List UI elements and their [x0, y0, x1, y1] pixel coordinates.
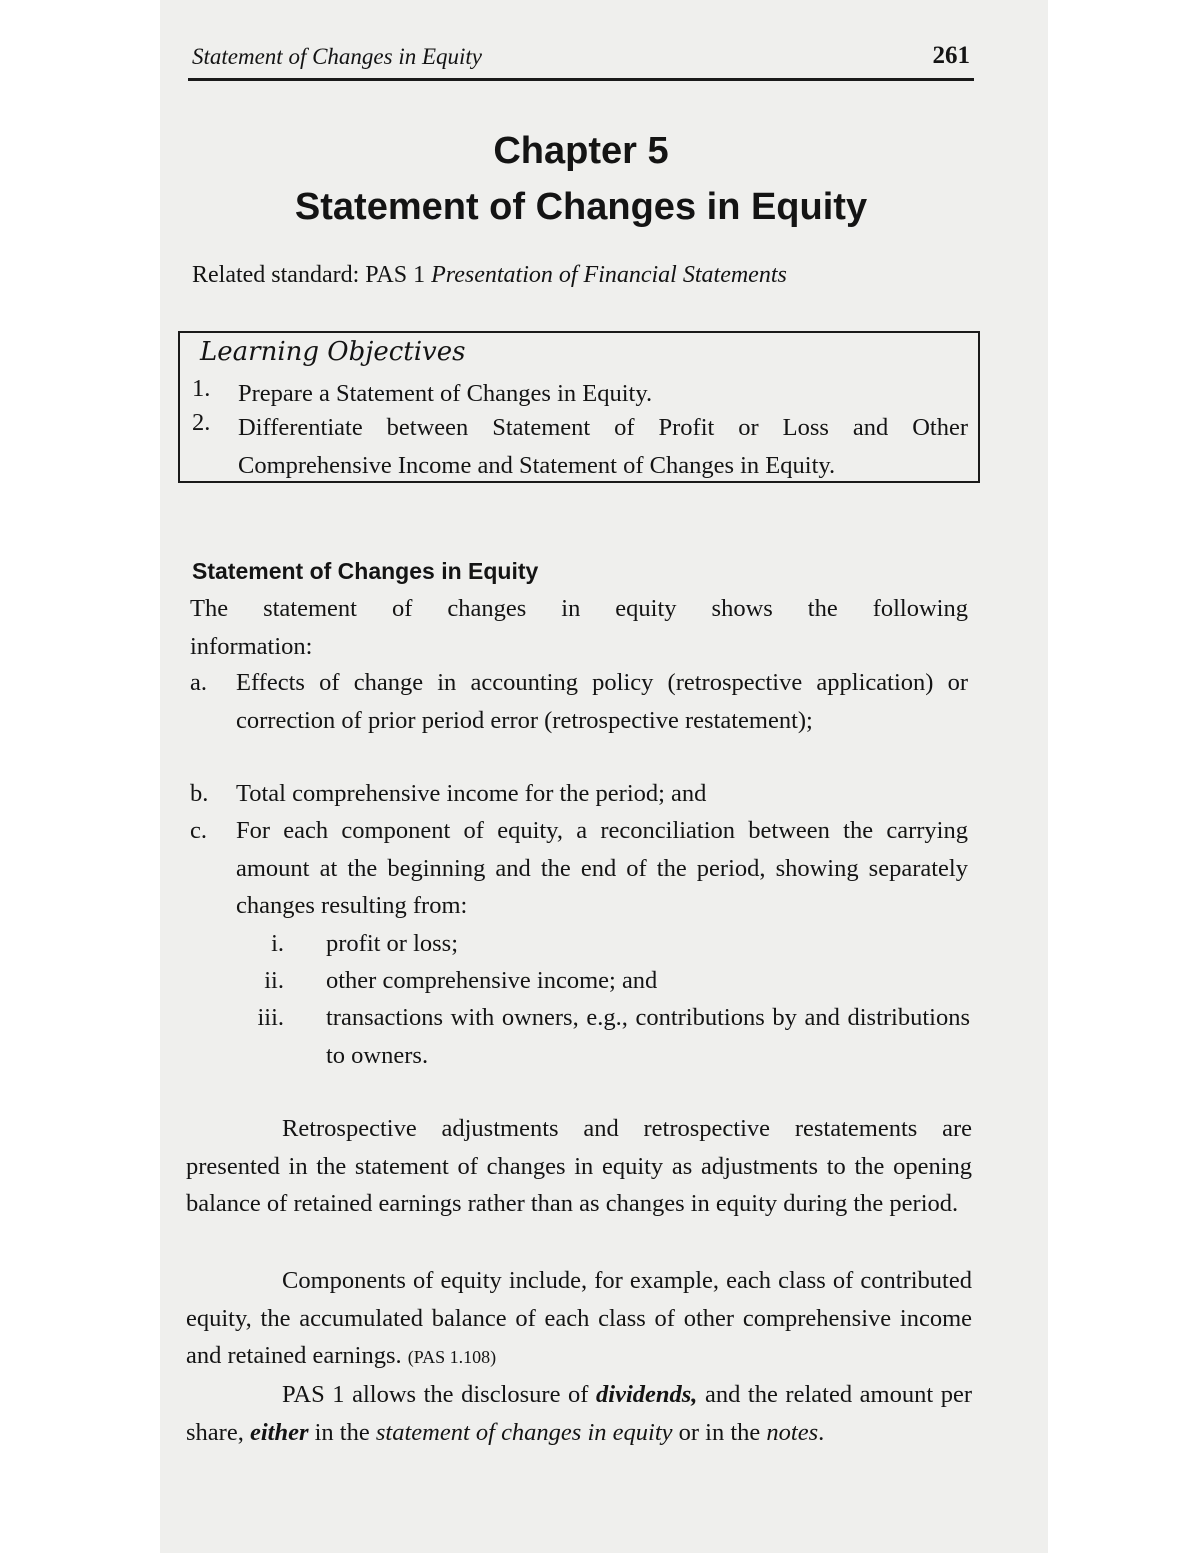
list-text: Total comprehensive income for the period; and [236, 780, 707, 807]
chapter-title: Statement of Changes in Equity [294, 186, 868, 228]
objective-text: Prepare a Statement of Changes in Equity. [238, 380, 653, 407]
components-text: Components of equity include, for example, each class of contributed equity, the accumulated balance of each class of other comprehensive income and retained earnings. [186, 1267, 972, 1369]
sub-list-marker: iii. [257, 1004, 284, 1031]
dividends-text-3: in the [308, 1418, 376, 1446]
chapter-number: Chapter 5 [493, 130, 669, 172]
body-paragraph-dividends [186, 1376, 972, 1451]
body-paragraph-retrospective: Retrospective adjustments and retrospective restatements are presented in the statement of changes in equity as adjustments to the opening balance of retained earnings rather than as changes in equity during the period. [186, 1115, 972, 1217]
sub-list-marker: i. [271, 930, 284, 957]
running-title: Statement of Changes in Equity [192, 44, 483, 69]
dividends-text-2: and the related amount per share, [186, 1381, 972, 1446]
section-heading: Statement of Changes in Equity [192, 558, 539, 584]
sub-list-text: other comprehensive income; and [326, 967, 658, 994]
list-marker: a. [190, 669, 207, 696]
dividends-text-1: PAS 1 allows the disclosure of [282, 1381, 597, 1408]
intro-line-1: The statement of changes in equity shows the following [190, 595, 968, 622]
either-emphasis: either [249, 1418, 309, 1446]
sub-list-text: transactions with owners, e.g., contributions by and distributions to owners. [326, 1004, 970, 1069]
pas-reference: (PAS 1.108) [407, 1347, 497, 1367]
sub-list-text: profit or loss; [326, 930, 459, 957]
related-standard-title: Presentation of Financial Statements [431, 262, 787, 288]
learning-objectives-box [178, 331, 980, 483]
related-standard-label: Related standard: PAS 1 [192, 262, 432, 288]
objective-number: 2. [192, 409, 211, 436]
statement-emphasis: statement of changes in equity [375, 1418, 673, 1446]
list-marker: b. [190, 780, 209, 807]
dividends-emphasis: dividends, [596, 1381, 698, 1408]
intro-paragraph [190, 590, 968, 665]
learning-objectives-heading: Learning Objectives [200, 337, 466, 367]
objective-text: Differentiate between Statement of Profit or Loss and Other Comprehensive Income and Statement of Changes in Equity. [238, 414, 968, 479]
notes-emphasis: notes [766, 1418, 819, 1446]
list-marker: c. [190, 817, 207, 844]
running-header [188, 42, 974, 81]
intro-line-2: information: [190, 632, 313, 660]
list-text: Effects of change in accounting policy (retrospective application) or correction of prior period error (retrospective restatement); [236, 669, 968, 734]
dividends-text-4: or in the [672, 1418, 767, 1446]
objective-number: 1. [192, 375, 211, 402]
list-text: For each component of equity, a reconciliation between the carrying amount at the beginning and the end of the period, showing separately changes resulting from: [236, 817, 968, 919]
body-paragraph-components [186, 1262, 972, 1377]
page-number: 261 [932, 42, 970, 69]
related-standard [192, 262, 787, 289]
dividends-text-5: . [818, 1418, 825, 1446]
sub-list-marker: ii. [264, 967, 284, 994]
